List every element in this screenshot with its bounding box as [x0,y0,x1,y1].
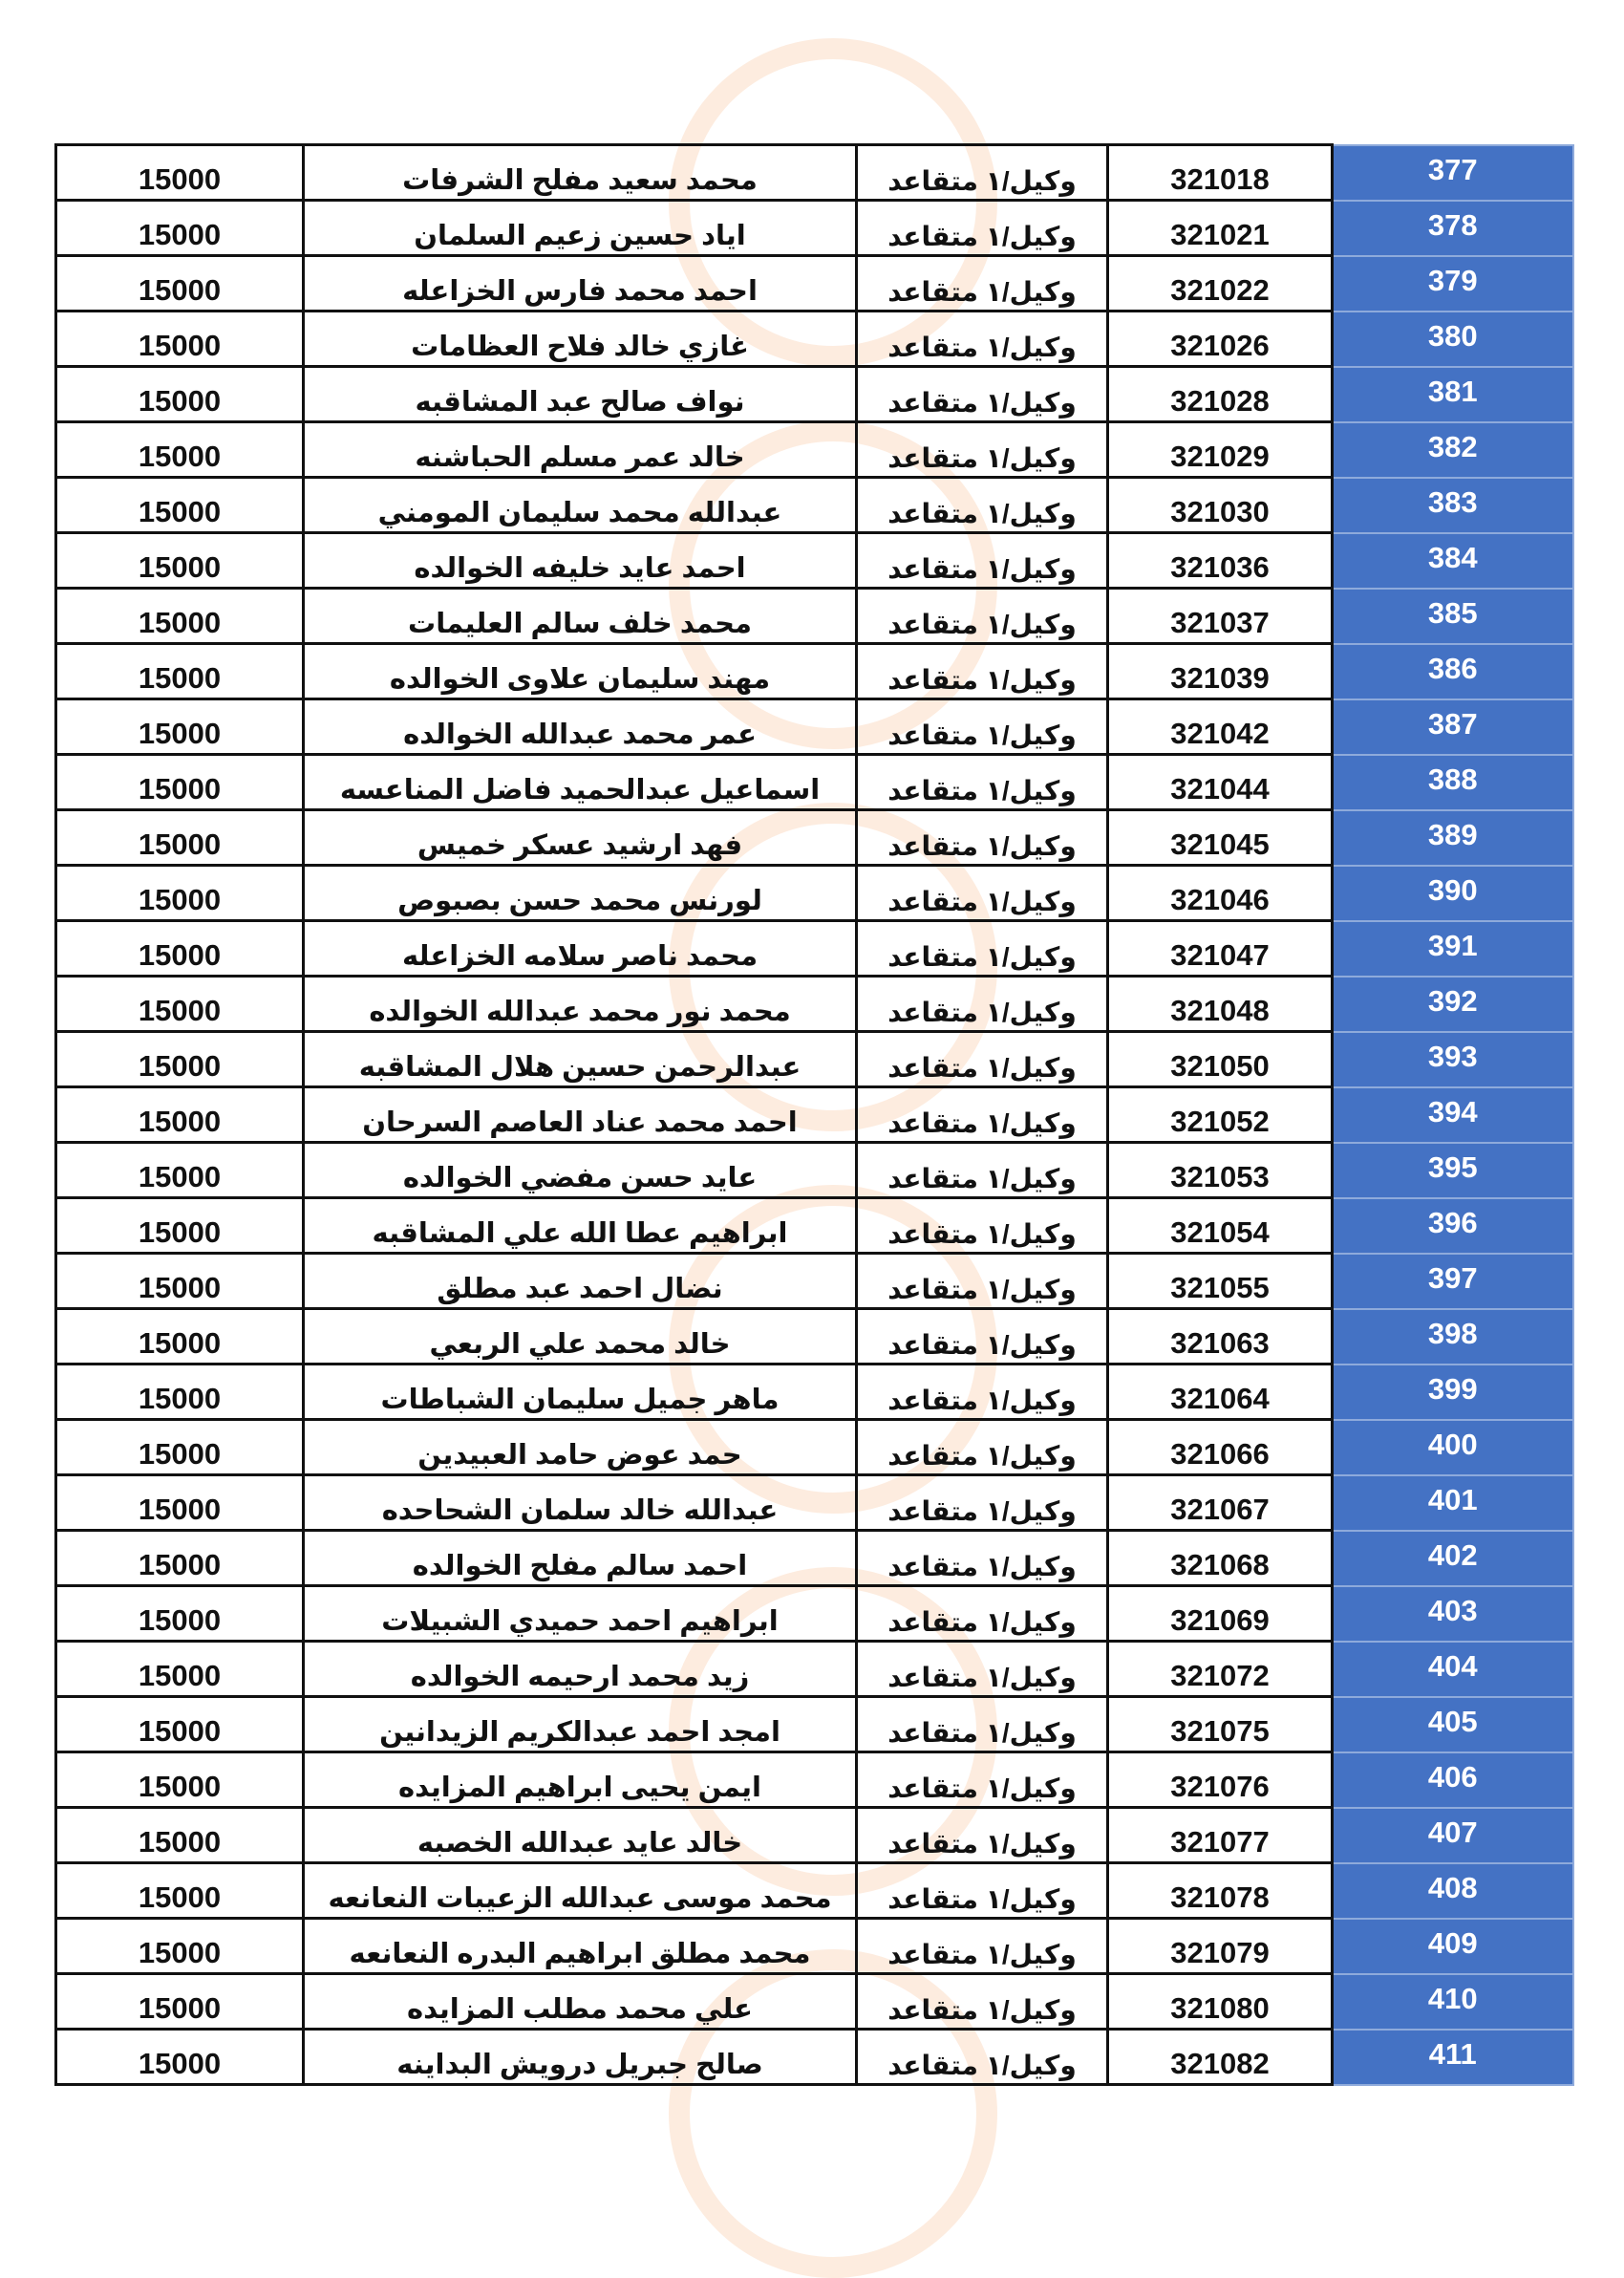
table-row [56,1032,1573,1087]
table-row [56,644,1573,699]
name-cell: زيد محمد ارحيمه الخوالده [304,1642,857,1697]
rank-cell: وكيل/١ متقاعد [857,1808,1108,1863]
serial-cell: 408 [1333,1863,1573,1919]
serial-cell: 386 [1333,644,1573,699]
military-number-cell: 321068 [1108,1531,1333,1586]
rank-cell: وكيل/١ متقاعد [857,1752,1108,1808]
rank-cell: وكيل/١ متقاعد [857,1642,1108,1697]
name-cell: احمد محمد فارس الخزاعله [304,256,857,312]
rank-cell: وكيل/١ متقاعد [857,533,1108,589]
table-row [56,589,1573,644]
amount-cell: 15000 [56,589,304,644]
amount-cell: 15000 [56,810,304,866]
serial-cell: 407 [1333,1808,1573,1863]
table-row [56,533,1573,589]
name-cell: ماهر جميل سليمان الشباطات [304,1365,857,1420]
name-cell: عمر محمد عبدالله الخوالده [304,699,857,755]
military-number-cell: 321021 [1108,201,1333,256]
military-number-cell: 321029 [1108,422,1333,478]
rank-cell: وكيل/١ متقاعد [857,1143,1108,1198]
name-cell: عبدالرحمن حسين هلال المشاقبه [304,1032,857,1087]
military-number-cell: 321080 [1108,1974,1333,2030]
rank-cell: وكيل/١ متقاعد [857,866,1108,921]
retirees-table [54,143,1574,2086]
serial-cell: 387 [1333,699,1573,755]
table-row [56,977,1573,1032]
table-row [56,1974,1573,2030]
table-row [56,699,1573,755]
table-row [56,1863,1573,1919]
military-number-cell: 321050 [1108,1032,1333,1087]
serial-cell: 379 [1333,256,1573,312]
serial-cell: 382 [1333,422,1573,478]
military-number-cell: 321054 [1108,1198,1333,1254]
serial-cell: 402 [1333,1531,1573,1586]
rank-cell: وكيل/١ متقاعد [857,1254,1108,1309]
rank-cell: وكيل/١ متقاعد [857,256,1108,312]
table-row [56,256,1573,312]
rank-cell: وكيل/١ متقاعد [857,312,1108,367]
amount-cell: 15000 [56,921,304,977]
name-cell: صالح جبريل درويش البداينه [304,2030,857,2085]
military-number-cell: 321044 [1108,755,1333,810]
rank-cell: وكيل/١ متقاعد [857,1309,1108,1365]
name-cell: محمد خلف سالم العليمات [304,589,857,644]
amount-cell: 15000 [56,533,304,589]
military-number-cell: 321079 [1108,1919,1333,1974]
rank-cell: وكيل/١ متقاعد [857,201,1108,256]
table-row [56,312,1573,367]
serial-cell: 397 [1333,1254,1573,1309]
serial-cell: 411 [1333,2030,1573,2085]
table-body [56,145,1573,2085]
name-cell: اسماعيل عبدالحميد فاضل المناعسه [304,755,857,810]
military-number-cell: 321078 [1108,1863,1333,1919]
amount-cell: 15000 [56,201,304,256]
amount-cell: 15000 [56,699,304,755]
rank-cell: وكيل/١ متقاعد [857,2030,1108,2085]
amount-cell: 15000 [56,478,304,533]
amount-cell: 15000 [56,1420,304,1475]
name-cell: مهند سليمان علاوى الخوالده [304,644,857,699]
name-cell: احمد عايد خليفه الخوالده [304,533,857,589]
rank-cell: وكيل/١ متقاعد [857,1863,1108,1919]
serial-cell: 385 [1333,589,1573,644]
name-cell: محمد مطلق ابراهيم البدره النعانعه [304,1919,857,1974]
serial-cell: 401 [1333,1475,1573,1531]
amount-cell: 15000 [56,1863,304,1919]
serial-cell: 383 [1333,478,1573,533]
military-number-cell: 321028 [1108,367,1333,422]
rank-cell: وكيل/١ متقاعد [857,1198,1108,1254]
amount-cell: 15000 [56,1752,304,1808]
table-row [56,866,1573,921]
rank-cell: وكيل/١ متقاعد [857,644,1108,699]
table-row [56,201,1573,256]
military-number-cell: 321082 [1108,2030,1333,2085]
name-cell: عبدالله خالد سلمان الشحاحده [304,1475,857,1531]
name-cell: محمد موسى عبدالله الزعيبات النعانعه [304,1863,857,1919]
military-number-cell: 321022 [1108,256,1333,312]
amount-cell: 15000 [56,256,304,312]
serial-cell: 391 [1333,921,1573,977]
table-row [56,1642,1573,1697]
name-cell: عايد حسن مفضي الخوالده [304,1143,857,1198]
table-row [56,1752,1573,1808]
rank-cell: وكيل/١ متقاعد [857,1531,1108,1586]
amount-cell: 15000 [56,1974,304,2030]
table-row [56,1697,1573,1752]
serial-cell: 405 [1333,1697,1573,1752]
serial-cell: 384 [1333,533,1573,589]
military-number-cell: 321072 [1108,1642,1333,1697]
name-cell: غازي خالد فلاح العظامات [304,312,857,367]
name-cell: خالد عمر مسلم الحباشنه [304,422,857,478]
amount-cell: 15000 [56,1919,304,1974]
serial-cell: 389 [1333,810,1573,866]
name-cell: محمد نور محمد عبدالله الخوالده [304,977,857,1032]
serial-cell: 403 [1333,1586,1573,1642]
rank-cell: وكيل/١ متقاعد [857,1420,1108,1475]
rank-cell: وكيل/١ متقاعد [857,1586,1108,1642]
amount-cell: 15000 [56,2030,304,2085]
table-row [56,1531,1573,1586]
amount-cell: 15000 [56,367,304,422]
rank-cell: وكيل/١ متقاعد [857,755,1108,810]
military-number-cell: 321067 [1108,1475,1333,1531]
rank-cell: وكيل/١ متقاعد [857,921,1108,977]
table-row [56,1420,1573,1475]
amount-cell: 15000 [56,644,304,699]
amount-cell: 15000 [56,1642,304,1697]
serial-cell: 404 [1333,1642,1573,1697]
amount-cell: 15000 [56,1697,304,1752]
name-cell: محمد ناصر سلامه الخزاعله [304,921,857,977]
serial-cell: 400 [1333,1420,1573,1475]
serial-cell: 409 [1333,1919,1573,1974]
military-number-cell: 321045 [1108,810,1333,866]
table-row [56,1143,1573,1198]
military-number-cell: 321076 [1108,1752,1333,1808]
table-row [56,1309,1573,1365]
table-row [56,1475,1573,1531]
name-cell: احمد سالم مفلح الخوالده [304,1531,857,1586]
table-row [56,1254,1573,1309]
name-cell: نضال احمد عبد مطلق [304,1254,857,1309]
table-row [56,1808,1573,1863]
amount-cell: 15000 [56,145,304,201]
military-number-cell: 321055 [1108,1254,1333,1309]
amount-cell: 15000 [56,1087,304,1143]
rank-cell: وكيل/١ متقاعد [857,1365,1108,1420]
table-row [56,1586,1573,1642]
name-cell: نواف صالح عبد المشاقبه [304,367,857,422]
military-number-cell: 321026 [1108,312,1333,367]
amount-cell: 15000 [56,1143,304,1198]
amount-cell: 15000 [56,1032,304,1087]
serial-cell: 377 [1333,145,1573,201]
military-number-cell: 321030 [1108,478,1333,533]
name-cell: ابراهيم احمد حميدي الشبيلات [304,1586,857,1642]
military-number-cell: 321052 [1108,1087,1333,1143]
name-cell: فهد ارشيد عسكر خميس [304,810,857,866]
name-cell: خالد عايد عبدالله الخصبه [304,1808,857,1863]
amount-cell: 15000 [56,1198,304,1254]
amount-cell: 15000 [56,312,304,367]
military-number-cell: 321047 [1108,921,1333,977]
table-row [56,367,1573,422]
rank-cell: وكيل/١ متقاعد [857,589,1108,644]
rank-cell: وكيل/١ متقاعد [857,422,1108,478]
table-row [56,1365,1573,1420]
serial-cell: 398 [1333,1309,1573,1365]
serial-cell: 394 [1333,1087,1573,1143]
table-row [56,1198,1573,1254]
rank-cell: وكيل/١ متقاعد [857,977,1108,1032]
rank-cell: وكيل/١ متقاعد [857,1087,1108,1143]
name-cell: علي محمد مطلب المزايده [304,1974,857,2030]
military-number-cell: 321039 [1108,644,1333,699]
military-number-cell: 321018 [1108,145,1333,201]
table-row [56,1087,1573,1143]
amount-cell: 15000 [56,1586,304,1642]
serial-cell: 393 [1333,1032,1573,1087]
serial-cell: 399 [1333,1365,1573,1420]
military-number-cell: 321077 [1108,1808,1333,1863]
military-number-cell: 321066 [1108,1420,1333,1475]
serial-cell: 395 [1333,1143,1573,1198]
name-cell: اياد حسين زعيم السلمان [304,201,857,256]
name-cell: لورنس محمد حسن بصبوص [304,866,857,921]
table-row [56,478,1573,533]
amount-cell: 15000 [56,1254,304,1309]
rank-cell: وكيل/١ متقاعد [857,367,1108,422]
amount-cell: 15000 [56,866,304,921]
rank-cell: وكيل/١ متقاعد [857,1475,1108,1531]
table-row [56,921,1573,977]
serial-cell: 390 [1333,866,1573,921]
table-row [56,810,1573,866]
military-number-cell: 321053 [1108,1143,1333,1198]
serial-cell: 392 [1333,977,1573,1032]
name-cell: عبدالله محمد سليمان المومني [304,478,857,533]
name-cell: حمد عوض حامد العبيدين [304,1420,857,1475]
military-number-cell: 321037 [1108,589,1333,644]
serial-cell: 410 [1333,1974,1573,2030]
name-cell: خالد محمد علي الربعي [304,1309,857,1365]
name-cell: ابراهيم عطا الله علي المشاقبه [304,1198,857,1254]
military-number-cell: 321064 [1108,1365,1333,1420]
table-row [56,2030,1573,2085]
military-number-cell: 321069 [1108,1586,1333,1642]
amount-cell: 15000 [56,977,304,1032]
table-row [56,755,1573,810]
amount-cell: 15000 [56,1365,304,1420]
military-number-cell: 321036 [1108,533,1333,589]
serial-cell: 396 [1333,1198,1573,1254]
military-number-cell: 321046 [1108,866,1333,921]
serial-cell: 380 [1333,312,1573,367]
serial-cell: 378 [1333,201,1573,256]
rank-cell: وكيل/١ متقاعد [857,810,1108,866]
amount-cell: 15000 [56,1309,304,1365]
rank-cell: وكيل/١ متقاعد [857,1974,1108,2030]
military-number-cell: 321063 [1108,1309,1333,1365]
military-number-cell: 321075 [1108,1697,1333,1752]
serial-cell: 381 [1333,367,1573,422]
rank-cell: وكيل/١ متقاعد [857,145,1108,201]
amount-cell: 15000 [56,1475,304,1531]
table-row [56,422,1573,478]
rank-cell: وكيل/١ متقاعد [857,1919,1108,1974]
amount-cell: 15000 [56,1808,304,1863]
rank-cell: وكيل/١ متقاعد [857,1032,1108,1087]
name-cell: ايمن يحيى ابراهيم المزايده [304,1752,857,1808]
serial-cell: 406 [1333,1752,1573,1808]
rank-cell: وكيل/١ متقاعد [857,699,1108,755]
table-row [56,1919,1573,1974]
military-number-cell: 321042 [1108,699,1333,755]
amount-cell: 15000 [56,755,304,810]
name-cell: محمد سعيد مفلح الشرفات [304,145,857,201]
military-number-cell: 321048 [1108,977,1333,1032]
amount-cell: 15000 [56,1531,304,1586]
name-cell: امجد احمد عبدالكريم الزيدانين [304,1697,857,1752]
name-cell: احمد محمد عناد العاصم السرحان [304,1087,857,1143]
serial-cell: 388 [1333,755,1573,810]
amount-cell: 15000 [56,422,304,478]
table-row [56,145,1573,201]
rank-cell: وكيل/١ متقاعد [857,1697,1108,1752]
rank-cell: وكيل/١ متقاعد [857,478,1108,533]
